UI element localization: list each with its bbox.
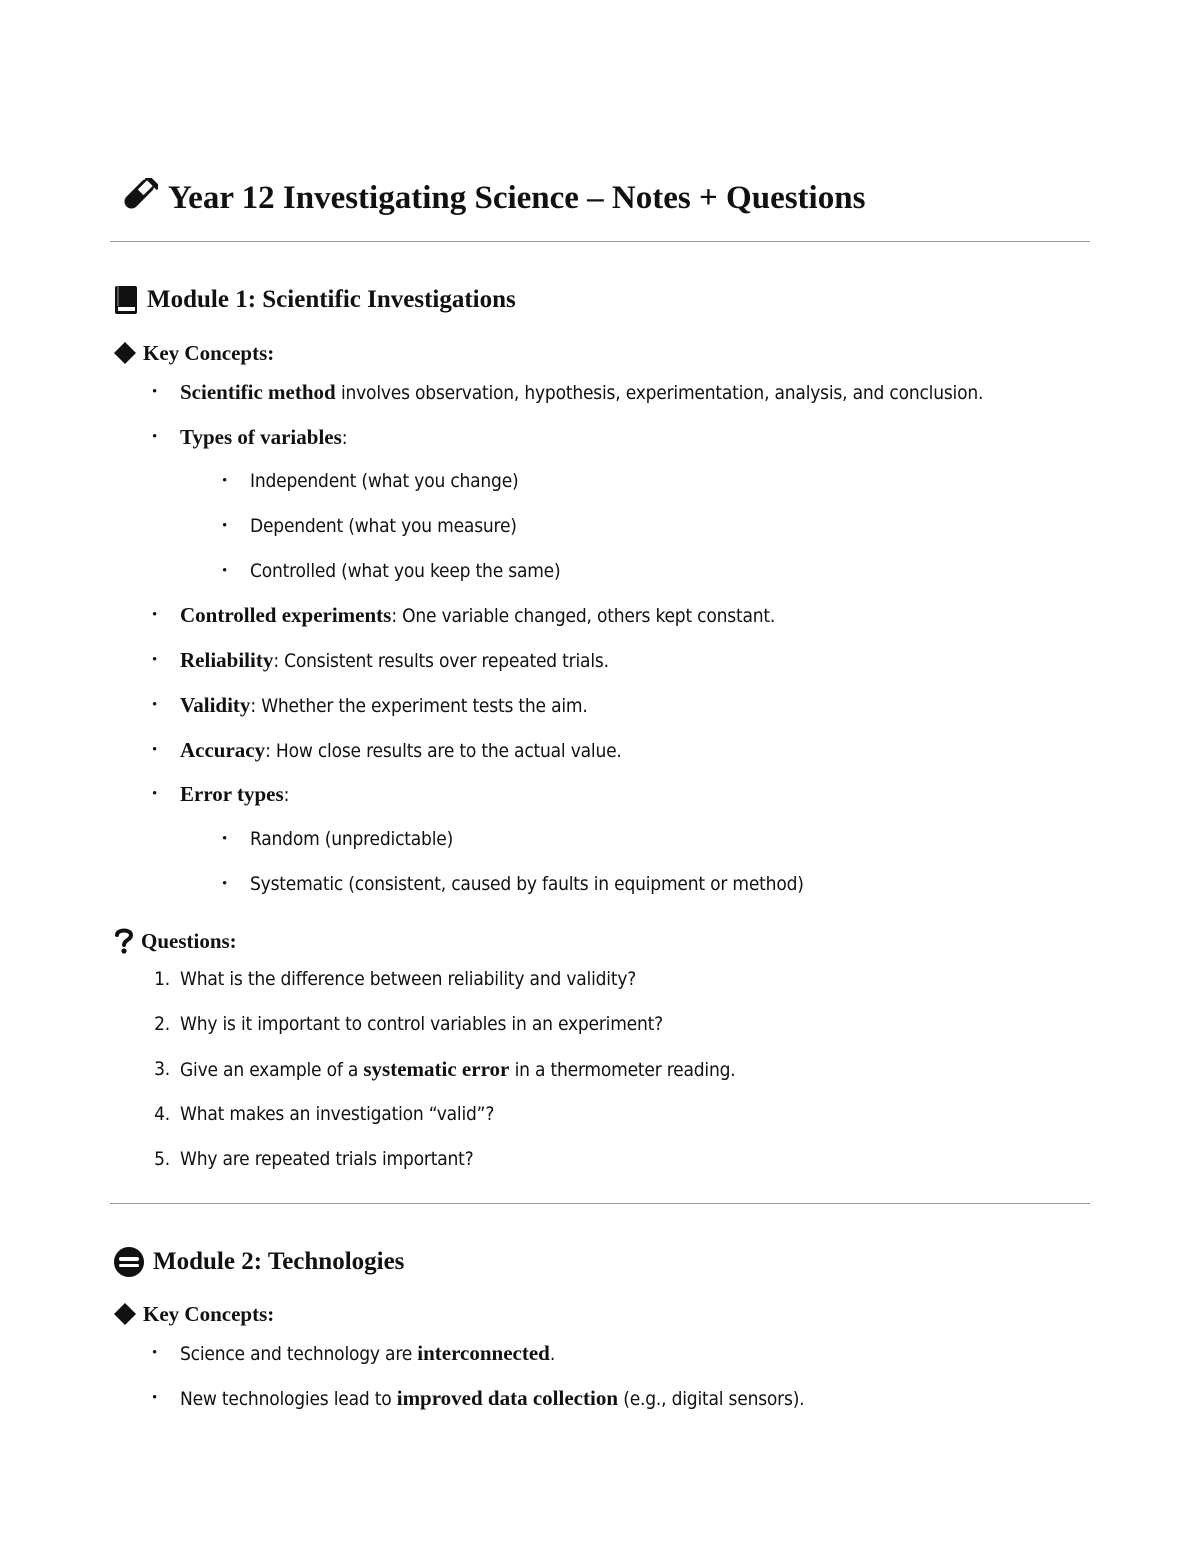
bullet-icon: • xyxy=(152,1390,158,1406)
sub-item-text: Dependent (what you measure) xyxy=(250,515,517,537)
bullet-icon: • xyxy=(152,429,158,445)
list-item xyxy=(152,691,1092,719)
question-mark-icon xyxy=(113,927,135,955)
list-item xyxy=(222,825,1092,853)
question-number: 3. xyxy=(154,1058,170,1080)
question-text: What makes an investigation “valid”? xyxy=(180,1103,495,1125)
bullet-icon: • xyxy=(152,786,158,802)
question-item xyxy=(146,1100,1092,1128)
test-tube-icon xyxy=(112,178,158,218)
sub-item-text: Independent (what you change) xyxy=(250,470,519,492)
concept-text: : How close results are to the actual value. xyxy=(265,740,622,762)
concept-text: (e.g., digital sensors). xyxy=(618,1388,805,1410)
questions-label: Questions: xyxy=(141,928,237,953)
concept-text: involves observation, hypothesis, experimentation, analysis, and conclusion. xyxy=(335,382,984,404)
list-item xyxy=(152,646,1092,674)
bullet-icon: • xyxy=(152,697,158,713)
concept-text: : xyxy=(283,784,290,806)
bullet-icon: • xyxy=(152,742,158,758)
book-icon xyxy=(113,285,139,315)
list-item xyxy=(152,1384,1092,1412)
question-text: in a thermometer reading. xyxy=(509,1059,736,1081)
question-number: 5. xyxy=(154,1148,170,1170)
question-item xyxy=(146,1145,1092,1173)
concept-term: Accuracy xyxy=(180,738,266,762)
question-text: Give an example of a xyxy=(180,1059,364,1081)
bullet-icon: • xyxy=(152,607,158,623)
bullet-icon: • xyxy=(152,1345,158,1361)
sub-item-text: Random (unpredictable) xyxy=(250,828,454,850)
robot-face-icon xyxy=(113,1246,145,1278)
question-item xyxy=(146,1055,1092,1083)
concept-term: Validity xyxy=(180,693,251,717)
concept-term: Error types xyxy=(180,782,284,806)
sub-item-text: Controlled (what you keep the same) xyxy=(250,560,561,582)
concept-text: : Whether the experiment tests the aim. xyxy=(250,695,588,717)
module-1-heading xyxy=(113,283,516,317)
module-2-heading xyxy=(113,1245,404,1279)
sub-item-text: Systematic (consistent, caused by faults in equipment or method) xyxy=(250,873,804,895)
list-item xyxy=(222,512,1092,540)
concept-emphasis: improved data collection xyxy=(396,1386,618,1410)
question-emphasis: systematic error xyxy=(363,1057,510,1081)
list-item xyxy=(152,378,1092,406)
question-number: 4. xyxy=(154,1103,170,1125)
list-item xyxy=(222,467,1092,495)
bullet-icon: • xyxy=(222,876,228,892)
concept-term: Scientific method xyxy=(180,380,336,404)
concept-emphasis: interconnected xyxy=(417,1341,550,1365)
bullet-icon: • xyxy=(152,384,158,400)
module-2-title: Module 2: Technologies xyxy=(153,1248,405,1275)
key-concepts-label: Key Concepts: xyxy=(143,340,275,365)
concept-text: : One variable changed, others kept constant. xyxy=(391,605,776,627)
list-item xyxy=(222,557,1092,585)
list-item xyxy=(222,870,1092,898)
bullet-icon: • xyxy=(152,652,158,668)
key-concepts-label: Key Concepts: xyxy=(143,1301,275,1326)
concept-text: : xyxy=(341,427,348,449)
concept-term: Controlled experiments xyxy=(180,603,392,627)
bullet-icon: • xyxy=(222,563,228,579)
list-item xyxy=(152,1339,1092,1367)
concept-text: New technologies lead to xyxy=(180,1388,397,1410)
concept-term: Types of variables xyxy=(180,425,342,449)
question-number: 1. xyxy=(154,968,170,990)
list-item xyxy=(152,601,1092,629)
question-text: Why is it important to control variables in an experiment? xyxy=(180,1013,663,1035)
bullet-icon: • xyxy=(222,831,228,847)
question-text: What is the difference between reliability and validity? xyxy=(180,968,637,990)
key-concepts-heading xyxy=(113,340,274,366)
key-concepts-heading xyxy=(113,1301,274,1327)
question-item xyxy=(146,1010,1092,1038)
bullet-icon: • xyxy=(222,473,228,489)
concept-term: Reliability xyxy=(180,648,274,672)
diamond-icon xyxy=(113,1302,137,1326)
divider xyxy=(110,1203,1090,1204)
question-item xyxy=(146,965,1092,993)
concept-text: Science and technology are xyxy=(180,1343,418,1365)
list-item xyxy=(152,423,1092,451)
diamond-icon xyxy=(113,341,137,365)
questions-heading xyxy=(113,928,237,954)
bullet-icon: • xyxy=(222,518,228,534)
question-number: 2. xyxy=(154,1013,170,1035)
question-text: Why are repeated trials important? xyxy=(180,1148,474,1170)
list-item xyxy=(152,780,1092,808)
concept-text: . xyxy=(549,1343,556,1365)
list-item xyxy=(152,736,1092,764)
page-title-text: Year 12 Investigating Science – Notes + Questions xyxy=(168,179,866,216)
page-title xyxy=(112,176,865,220)
concept-text: : Consistent results over repeated trials. xyxy=(273,650,609,672)
module-1-title: Module 1: Scientific Investigations xyxy=(147,286,516,313)
divider xyxy=(110,241,1090,242)
